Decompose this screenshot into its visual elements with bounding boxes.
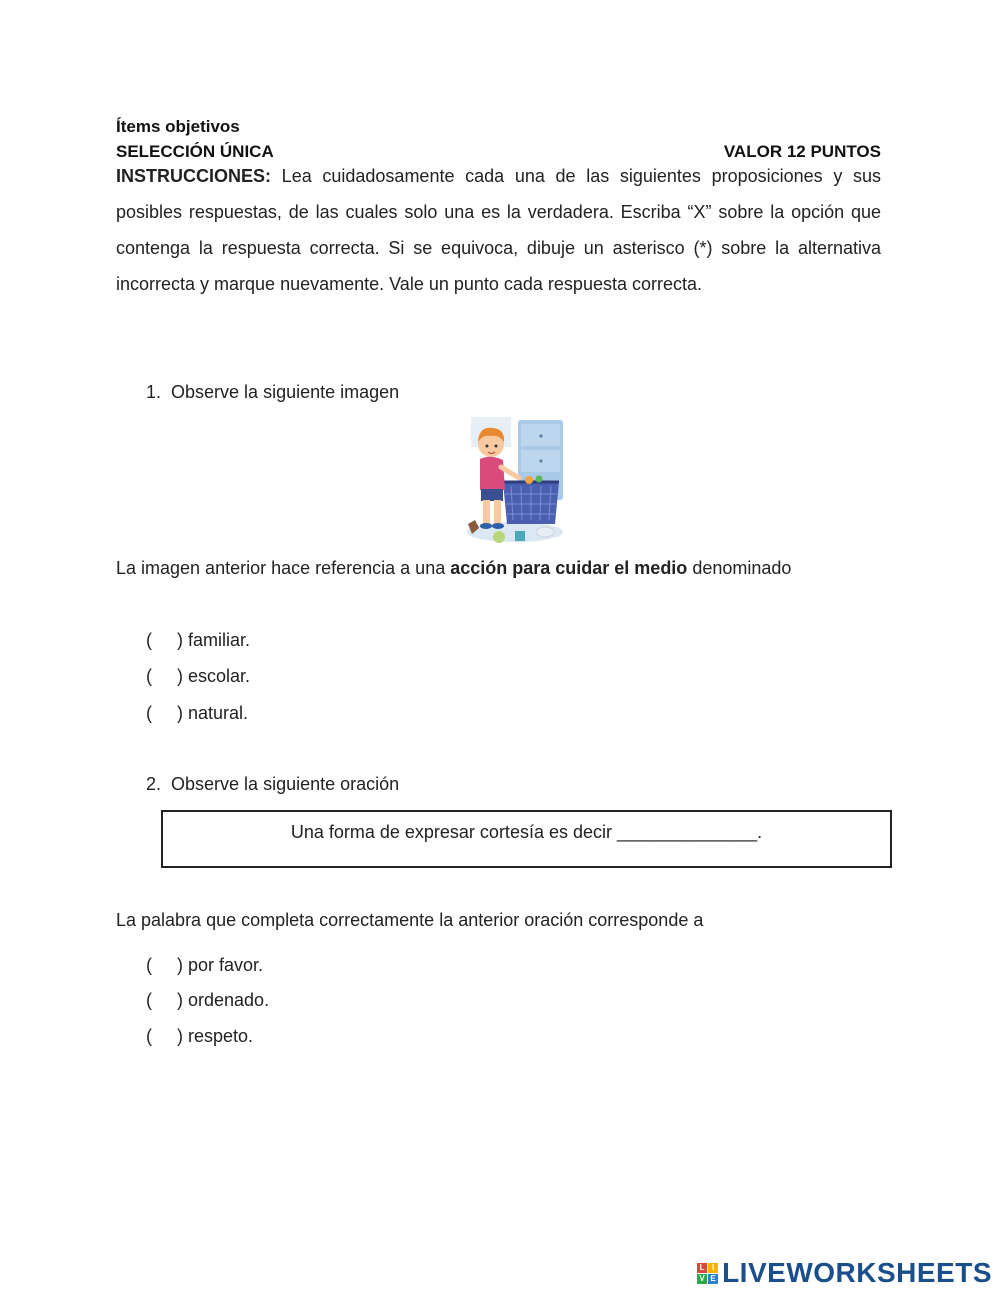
logo-text: LIVEWORKSHEETS: [722, 1257, 992, 1288]
child-cleaning-illustration: [463, 412, 565, 547]
question-1-text: Observe la siguiente imagen: [171, 382, 400, 402]
sentence-text: Una forma de expresar cortesía es decir ______________.: [290, 822, 763, 842]
question-2-number: 2.: [146, 774, 162, 794]
section-title: SELECCIÓN ÚNICA: [116, 142, 274, 161]
logo-blocks-icon: [697, 1263, 718, 1284]
points-value: VALOR 12 PUNTOS: [723, 142, 881, 161]
question-1-statement-start: La imagen anterior hace referencia a una: [116, 558, 451, 578]
question-1-statement-end: denominado: [687, 558, 792, 578]
question-2-text: Observe la siguiente oración: [171, 774, 400, 794]
logo-block-v: V: [697, 1274, 707, 1284]
question-1-statement: [116, 550, 881, 586]
question-2-statement: La palabra que completa correctamente la anterior oración corresponde a: [116, 910, 704, 930]
question-1-prompt: [146, 382, 399, 403]
question-1-number: 1.: [146, 382, 162, 402]
question-2-prompt: [146, 774, 399, 795]
instructions-label: INSTRUCCIONES:: [116, 166, 272, 186]
instructions-text: Lea cuidadosamente cada una de las siguientes proposiciones y sus posibles respuestas, de las cuales solo una es la verdadera. Escriba “X” sobre la opción que contenga la respuesta correcta. Si se equivoca, dibuje un asterisco (*) sobre la alternativa incorrecta y marque nuevamente. Vale un punto cada respuesta correcta.: [116, 166, 881, 294]
question-2-option-3[interactable]: ( ) respeto.: [146, 1026, 254, 1046]
question-2-option-2[interactable]: ( ) ordenado.: [146, 990, 270, 1010]
sentence-box: [161, 810, 892, 868]
question-1-option-2[interactable]: ( ) escolar.: [146, 666, 251, 686]
logo-block-l: L: [697, 1263, 707, 1273]
items-title: Ítems objetivos: [116, 117, 240, 136]
question-1-statement-bold: acción para cuidar el medio: [450, 558, 688, 578]
question-1-option-3[interactable]: ( ) natural.: [146, 703, 249, 723]
question-2-option-1[interactable]: ( ) por favor.: [146, 955, 264, 975]
logo-block-e: E: [708, 1274, 718, 1284]
instructions-paragraph: [116, 158, 881, 302]
logo-block-i: I: [708, 1263, 718, 1273]
question-1-option-1[interactable]: ( ) familiar.: [146, 630, 251, 650]
liveworksheets-logo: [697, 1257, 992, 1289]
